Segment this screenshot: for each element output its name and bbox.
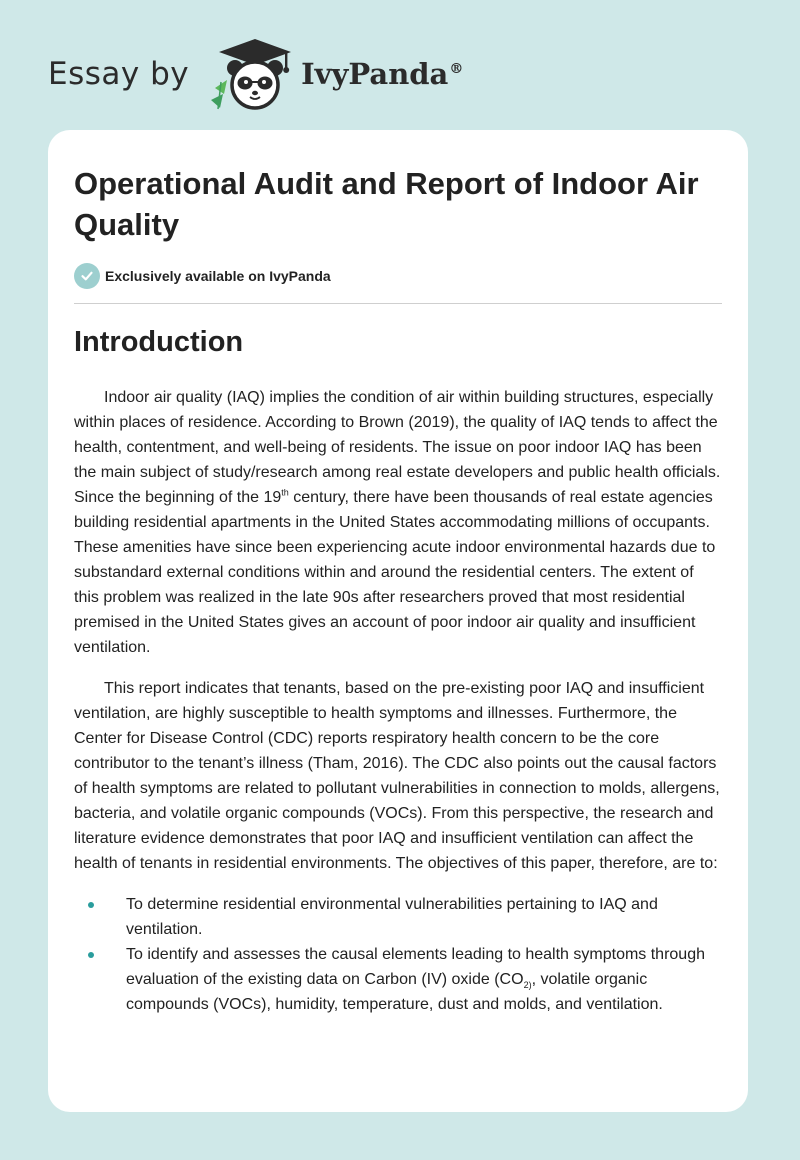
list-item	[74, 892, 722, 942]
paragraph-2: This report indicates that tenants, based on the pre-existing poor IAQ and insufficient ventilation, are highly susceptible to health symptoms and illnesses. Furthermore, the Center for Disease Control (CDC) reports respiratory health concern to be the core contributor to the tenant’s illness (Tham, 2016). The CDC also points out the causal factors of health symptoms are related to pollutant vulnerabilities in connection to molds, allergens, bacteria, and volatile organic compounds (VOCs). From this perspective, the research and literature evidence demonstrates that poor IAQ and insufficient ventilation can affect the health of tenants in residential environments. The objectives of this paper, therefore, are to:	[74, 680, 720, 872]
paragraph-1-text-b: century, there have been thousands of real estate agencies building residential apartments in the United States accommodating millions of occupants. These amenities have since been experiencing acute indoor environmental hazards due to substandard external conditions within and around the residential centers. The extent of this problem was realized in the late 90s after researchers proved that most residential premised in the United States gives an account of poor indoor air quality and insufficient ventilation.	[74, 489, 716, 656]
brand-text: IvyPanda	[301, 57, 449, 91]
paragraph-1-superscript: th	[281, 487, 289, 498]
bullet-dot	[88, 952, 94, 958]
check-icon	[74, 263, 100, 289]
bullet-dot	[88, 902, 94, 908]
section-heading: Introduction	[74, 326, 244, 358]
paragraph-1	[74, 385, 722, 660]
site-header	[48, 34, 463, 114]
objectives-list	[74, 892, 722, 1017]
list-item-text-a: To identify and assesses the causal elements leading to health symptoms through evaluation of the existing data on Carbon (IV) oxide (CO	[126, 946, 705, 988]
page-title: Operational Audit and Report of Indoor Air Quality	[74, 166, 699, 242]
co2-subscript: 2)	[523, 980, 532, 991]
list-item	[74, 942, 722, 1017]
badge-label: Exclusively available on IvyPanda	[105, 268, 331, 284]
divider	[74, 303, 722, 304]
paragraph-1-text-a: Indoor air quality (IAQ) implies the condition of air within building structures, especially within places of residence. According to Brown (2019), the quality of IAQ tends to affect the health, contentment, and well-being of residents. The issue on poor indoor IAQ has been the main subject of study/research among real estate developers and public health officials. Since the beginning of the 19	[74, 389, 721, 506]
essay-card	[48, 130, 748, 1112]
article-body	[74, 385, 722, 1017]
panda-logo-icon[interactable]	[205, 36, 297, 112]
brand-name[interactable]	[301, 57, 463, 91]
exclusive-badge	[74, 263, 331, 289]
list-item-text-b: , volatile organic compounds (VOCs), humidity, temperature, dust and molds, and ventilation.	[126, 971, 663, 1013]
essay-by-label: Essay by	[48, 56, 190, 92]
registered-mark: ®	[449, 61, 464, 78]
list-item-text: To determine residential environmental vulnerabilities pertaining to IAQ and ventilation.	[126, 896, 658, 938]
